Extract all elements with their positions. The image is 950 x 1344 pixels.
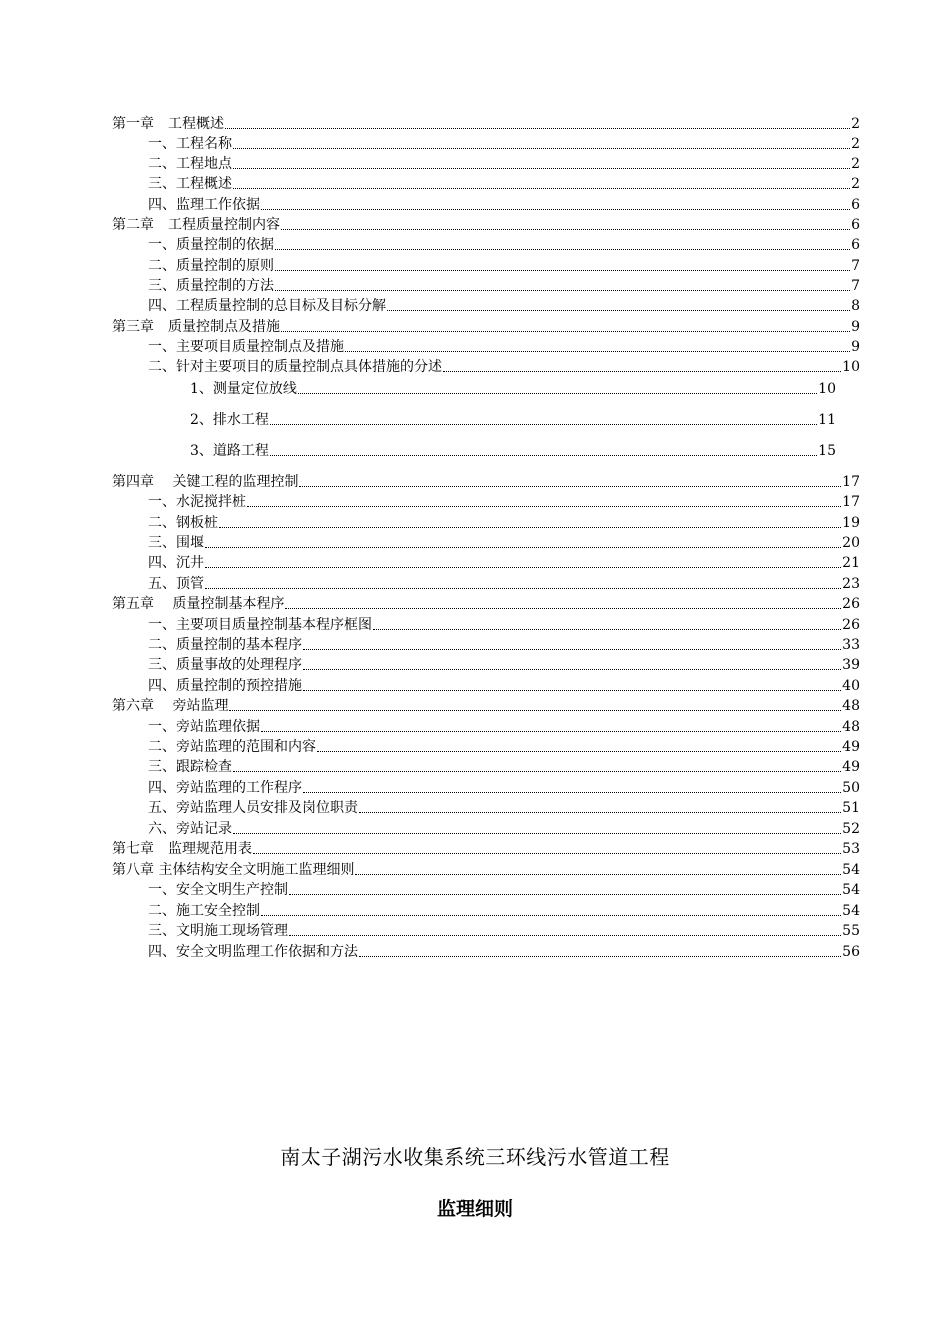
toc-entry[interactable] bbox=[112, 472, 860, 492]
toc-entry[interactable] bbox=[148, 635, 860, 655]
toc-entry-page: 54 bbox=[842, 862, 860, 878]
toc-entry[interactable] bbox=[148, 717, 860, 737]
toc-entry-label: 一、质量控制的依据 bbox=[148, 237, 274, 253]
toc-dot-leader bbox=[303, 669, 841, 670]
toc-entry-label: 五、旁站监理人员安排及岗位职责 bbox=[148, 800, 358, 816]
toc-dot-leader bbox=[303, 690, 841, 691]
toc-entry-page: 53 bbox=[842, 841, 860, 857]
toc-entry-page: 26 bbox=[842, 596, 860, 612]
toc-entry-label: 三、跟踪检查 bbox=[148, 759, 232, 775]
toc-entry-page: 10 bbox=[842, 359, 860, 375]
toc-entry-page: 39 bbox=[842, 657, 860, 673]
toc-entry-page: 6 bbox=[851, 217, 860, 233]
toc-entry-label: 3、道路工程 bbox=[190, 443, 269, 459]
toc-dot-leader bbox=[289, 935, 841, 936]
toc-entry[interactable] bbox=[112, 215, 860, 235]
toc-entry[interactable] bbox=[148, 174, 860, 194]
toc-entry-page: 49 bbox=[842, 739, 860, 755]
toc-dot-leader bbox=[281, 331, 850, 332]
toc-entry[interactable] bbox=[112, 317, 860, 337]
toc-entry[interactable] bbox=[148, 337, 860, 357]
toc-entry[interactable] bbox=[148, 798, 860, 818]
toc-entry[interactable] bbox=[148, 553, 860, 573]
toc-entry-label: 四、安全文明监理工作依据和方法 bbox=[148, 944, 358, 960]
toc-entry-page: 55 bbox=[842, 923, 860, 939]
toc-entry-page: 2 bbox=[851, 176, 860, 192]
toc-entry[interactable] bbox=[148, 655, 860, 675]
toc-entry-label: 三、文明施工现场管理 bbox=[148, 923, 288, 939]
toc-dot-leader bbox=[285, 608, 841, 609]
toc-dot-leader bbox=[261, 731, 841, 732]
toc-dot-leader bbox=[261, 209, 850, 210]
toc-entry[interactable] bbox=[112, 860, 860, 880]
toc-entry-label: 四、工程质量控制的总目标及目标分解 bbox=[148, 298, 386, 314]
toc-entry-page: 2 bbox=[851, 136, 860, 152]
toc-dot-leader bbox=[233, 188, 850, 189]
toc-entry[interactable] bbox=[148, 901, 860, 921]
toc-dot-leader bbox=[275, 249, 850, 250]
toc-entry-page: 48 bbox=[842, 698, 860, 714]
toc-dot-leader bbox=[303, 792, 841, 793]
toc-entry-label: 第三章 质量控制点及措施 bbox=[112, 319, 280, 335]
toc-entry-page: 9 bbox=[851, 339, 860, 355]
toc-entry-page: 23 bbox=[842, 576, 860, 592]
toc-entry-page: 20 bbox=[842, 535, 860, 551]
toc-entry-label: 2、排水工程 bbox=[190, 412, 269, 428]
toc-entry-label: 二、施工安全控制 bbox=[148, 903, 260, 919]
toc-entry[interactable] bbox=[190, 441, 836, 461]
toc-entry-label: 二、针对主要项目的质量控制点具体措施的分述 bbox=[148, 359, 442, 375]
toc-dot-leader bbox=[355, 874, 841, 875]
toc-dot-leader bbox=[229, 710, 841, 711]
toc-dot-leader bbox=[270, 424, 817, 425]
toc-dot-leader bbox=[298, 393, 817, 394]
toc-entry-page: 21 bbox=[842, 555, 860, 571]
toc-entry-label: 一、主要项目质量控制基本程序框图 bbox=[148, 617, 372, 633]
toc-entry[interactable] bbox=[148, 195, 860, 215]
toc-entry-label: 第六章 旁站监理 bbox=[112, 698, 229, 714]
toc-entry-label: 二、旁站监理的范围和内容 bbox=[148, 739, 316, 755]
toc-dot-leader bbox=[205, 588, 841, 589]
toc-dot-leader bbox=[219, 527, 841, 528]
toc-entry[interactable] bbox=[148, 134, 860, 154]
toc-entry-page: 52 bbox=[842, 821, 860, 837]
toc-entry-page: 54 bbox=[842, 882, 860, 898]
toc-entry-label: 一、水泥搅拌桩 bbox=[148, 494, 246, 510]
toc-dot-leader bbox=[359, 812, 841, 813]
toc-dot-leader bbox=[373, 629, 841, 630]
toc-entry-page: 56 bbox=[842, 944, 860, 960]
toc-entry[interactable] bbox=[148, 615, 860, 635]
toc-dot-leader bbox=[281, 229, 850, 230]
toc-entry[interactable] bbox=[148, 296, 860, 316]
toc-entry-label: 三、工程概述 bbox=[148, 176, 232, 192]
toc-entry-page: 50 bbox=[842, 780, 860, 796]
toc-entry-page: 17 bbox=[842, 494, 860, 510]
toc-dot-leader bbox=[299, 486, 841, 487]
toc-entry[interactable] bbox=[112, 839, 860, 859]
toc-entry-label: 六、旁站记录 bbox=[148, 821, 232, 837]
toc-dot-leader bbox=[205, 547, 841, 548]
toc-entry-label: 三、围堰 bbox=[148, 535, 204, 551]
toc-entry-label: 四、旁站监理的工作程序 bbox=[148, 780, 302, 796]
toc-entry-label: 四、沉井 bbox=[148, 555, 204, 571]
toc-entry[interactable] bbox=[148, 778, 860, 798]
toc-entry-page: 6 bbox=[851, 197, 860, 213]
toc-dot-leader bbox=[253, 853, 841, 854]
toc-entry-label: 第五章 质量控制基本程序 bbox=[112, 596, 285, 612]
toc-entry[interactable] bbox=[190, 410, 836, 430]
toc-dot-leader bbox=[233, 168, 850, 169]
toc-entry-page: 9 bbox=[851, 319, 860, 335]
toc-dot-leader bbox=[359, 956, 841, 957]
toc-dot-leader bbox=[275, 270, 850, 271]
toc-entry[interactable] bbox=[148, 533, 860, 553]
toc-dot-leader bbox=[233, 148, 850, 149]
toc-dot-leader bbox=[261, 915, 841, 916]
toc-entry-page: 54 bbox=[842, 903, 860, 919]
toc-entry-label: 一、工程名称 bbox=[148, 136, 232, 152]
toc-entry-page: 7 bbox=[851, 278, 860, 294]
toc-entry[interactable] bbox=[148, 256, 860, 276]
toc-entry-page: 26 bbox=[842, 617, 860, 633]
toc-dot-leader bbox=[275, 290, 850, 291]
toc-dot-leader bbox=[270, 455, 817, 456]
toc-entry-label: 五、顶管 bbox=[148, 576, 204, 592]
toc-dot-leader bbox=[225, 128, 850, 129]
toc-entry-label: 第七章 监理规范用表 bbox=[112, 841, 252, 857]
toc-entry[interactable] bbox=[148, 757, 860, 777]
document-title: 南太子湖污水收集系统三环线污水管道工程 bbox=[280, 1145, 670, 1169]
toc-entry[interactable] bbox=[148, 276, 860, 296]
toc-entry-label: 一、旁站监理依据 bbox=[148, 719, 260, 735]
toc-entry-label: 第八章 主体结构安全文明施工监理细则 bbox=[112, 862, 355, 878]
toc-entry[interactable] bbox=[148, 737, 860, 757]
toc-entry[interactable] bbox=[148, 513, 860, 533]
toc-dot-leader bbox=[303, 649, 841, 650]
toc-entry[interactable] bbox=[112, 696, 860, 716]
toc-entry-page: 40 bbox=[842, 678, 860, 694]
toc-entry-label: 1、测量定位放线 bbox=[190, 381, 297, 397]
toc-dot-leader bbox=[233, 833, 841, 834]
toc-entry-page: 19 bbox=[842, 515, 860, 531]
toc-entry[interactable] bbox=[148, 942, 860, 962]
toc-dot-leader bbox=[289, 894, 841, 895]
toc-entry-page: 2 bbox=[851, 116, 860, 132]
toc-entry-label: 一、主要项目质量控制点及措施 bbox=[148, 339, 344, 355]
toc-entry-label: 四、质量控制的预控措施 bbox=[148, 678, 302, 694]
toc-entry[interactable] bbox=[148, 154, 860, 174]
toc-dot-leader bbox=[247, 506, 841, 507]
toc-entry-label: 二、工程地点 bbox=[148, 156, 232, 172]
toc-entry-label: 三、质量事故的处理程序 bbox=[148, 657, 302, 673]
toc-entry-label: 第一章 工程概述 bbox=[112, 116, 224, 132]
toc-entry-page: 8 bbox=[851, 298, 860, 314]
toc-entry-label: 二、质量控制的基本程序 bbox=[148, 637, 302, 653]
toc-entry-page: 7 bbox=[851, 258, 860, 274]
toc-entry[interactable] bbox=[148, 921, 860, 941]
toc-entry-page: 51 bbox=[842, 800, 860, 816]
toc-entry-label: 一、安全文明生产控制 bbox=[148, 882, 288, 898]
toc-entry-page: 17 bbox=[842, 474, 860, 490]
toc-dot-leader bbox=[233, 771, 841, 772]
toc-entry-label: 二、质量控制的原则 bbox=[148, 258, 274, 274]
toc-entry-page: 10 bbox=[818, 381, 836, 397]
toc-entry[interactable] bbox=[148, 676, 860, 696]
toc-entry[interactable] bbox=[148, 235, 860, 255]
toc-entry-page: 2 bbox=[851, 156, 860, 172]
toc-entry-label: 第四章 关键工程的监理控制 bbox=[112, 474, 299, 490]
document-subtitle: 监理细则 bbox=[436, 1198, 513, 1220]
toc-entry[interactable] bbox=[148, 492, 860, 512]
toc-dot-leader bbox=[387, 310, 850, 311]
toc-dot-leader bbox=[345, 351, 850, 352]
toc-dot-leader bbox=[317, 751, 841, 752]
toc-entry-label: 二、钢板桩 bbox=[148, 515, 218, 531]
toc-entry[interactable] bbox=[190, 379, 836, 399]
toc-dot-leader bbox=[443, 371, 841, 372]
toc-entry-page: 15 bbox=[818, 443, 836, 459]
toc-entry-page: 33 bbox=[842, 637, 860, 653]
toc-entry[interactable] bbox=[148, 819, 860, 839]
toc-entry-label: 四、监理工作依据 bbox=[148, 197, 260, 213]
toc-entry[interactable] bbox=[148, 357, 860, 377]
toc-entry-page: 48 bbox=[842, 719, 860, 735]
toc-entry-page: 6 bbox=[851, 237, 860, 253]
toc-entry[interactable] bbox=[148, 880, 860, 900]
toc-entry-page: 11 bbox=[818, 412, 836, 428]
toc-entry[interactable] bbox=[112, 594, 860, 614]
toc-entry-page: 49 bbox=[842, 759, 860, 775]
toc-entry[interactable] bbox=[112, 114, 860, 134]
toc-dot-leader bbox=[205, 567, 841, 568]
toc-entry[interactable] bbox=[148, 574, 860, 594]
toc-entry-label: 第二章 工程质量控制内容 bbox=[112, 217, 280, 233]
toc-entry-label: 三、质量控制的方法 bbox=[148, 278, 274, 294]
